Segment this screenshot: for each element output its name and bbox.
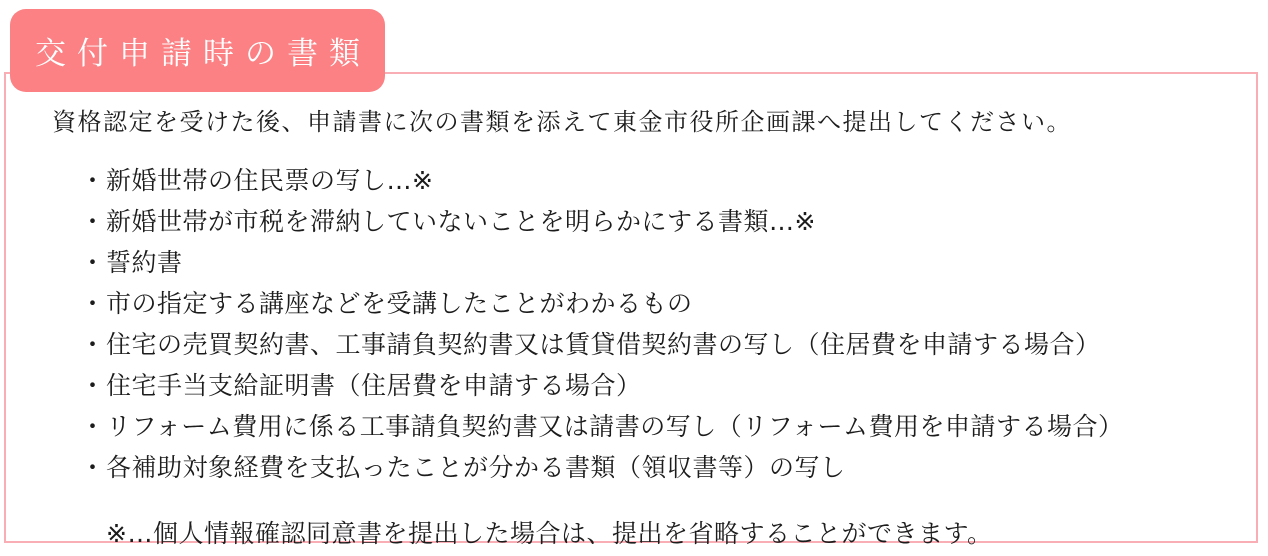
list-item-text: 市の指定する講座などを受講したことがわかるもの [106,289,693,318]
list-item-text: 住宅の売買契約書、工事請負契約書又は賃貸借契約書の写し（住居費を申請する場合） [106,330,1101,359]
bullet-icon: ・ [80,289,106,318]
list-item-text: 新婚世帯の住民票の写し…※ [106,166,434,195]
list-item-text: 各補助対象経費を支払ったことが分かる書類（領収書等）の写し [106,453,846,482]
documents-panel [4,72,1258,548]
document-list [80,160,1256,488]
bullet-icon: ・ [80,330,106,359]
list-item [80,201,1256,242]
list-item-text: 誓約書 [106,248,183,277]
bullet-icon: ・ [80,207,106,236]
list-item [80,447,1256,488]
list-item-text: 新婚世帯が市税を滞納していないことを明らかにする書類…※ [106,207,816,236]
list-item [80,242,1256,283]
intro-text: 資格認定を受けた後、申請書に次の書類を添えて東金市役所企画課へ提出してください。 [52,108,1072,136]
list-item [80,324,1256,365]
section-title: 交付申請時の書類 [35,36,371,72]
bullet-icon: ・ [80,453,106,482]
section-title-badge [10,9,385,92]
list-item-text: 住宅手当支給証明書（住居費を申請する場合） [106,371,642,400]
list-item [80,365,1256,406]
list-item [80,406,1256,447]
bullet-icon: ・ [80,371,106,400]
bullet-icon: ・ [80,248,106,277]
footnote-text: ※…個人情報確認同意書を提出した場合は、提出を省略することができます。 [106,519,993,548]
bullet-icon: ・ [80,412,106,441]
list-item [80,160,1256,201]
bullet-icon: ・ [80,166,106,195]
list-item-text: リフォーム費用に係る工事請負契約書又は請書の写し（リフォーム費用を申請する場合） [106,412,1124,441]
list-item [80,283,1256,324]
